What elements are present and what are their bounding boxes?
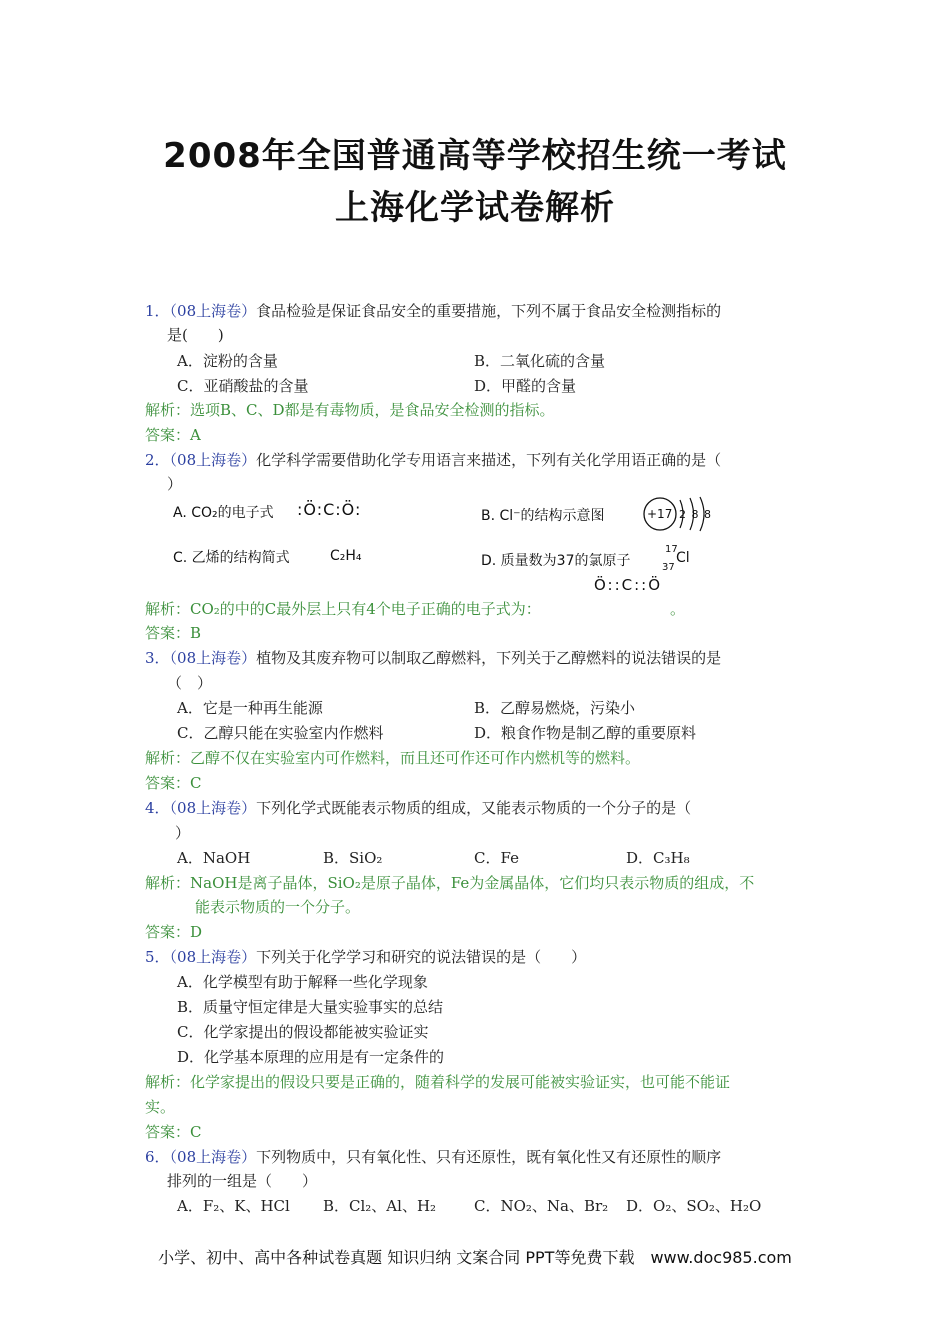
analysis: 解析：化学家提出的假设只要是正确的，随着科学的发展可能被实验证实，也可能不能证 <box>145 1073 731 1091</box>
option-d: D．甲醛的含量 <box>474 377 577 395</box>
option-a: A．F₂、K、HCl <box>177 1197 290 1215</box>
option-b-label: B. Cl⁻的结构示意图 <box>481 508 605 524</box>
option-b: B．乙醇易燃烧，污染小 <box>474 699 636 717</box>
option-c-label: C. 乙烯的结构简式 <box>173 550 290 566</box>
option-b: B．Cl₂、Al、H₂ <box>323 1197 437 1215</box>
question-4 <box>145 797 691 819</box>
question-stem-cont: ） <box>167 475 183 493</box>
option-b: B．二氧化硫的含量 <box>474 352 606 370</box>
option-d: D．粮食作物是制乙醇的重要原料 <box>474 724 697 742</box>
question-3 <box>145 647 721 669</box>
correct-co2-electron-formula: Ö::C::Ö <box>594 576 663 594</box>
option-a: A．NaOH <box>177 849 251 867</box>
nucleus-charge: +17 <box>647 507 673 521</box>
question-number: 2． <box>145 451 170 469</box>
option-c: C．乙醇只能在实验室内作燃料 <box>177 724 384 742</box>
ethylene-formula: C₂H₄ <box>330 548 362 564</box>
option-b: B．SiO₂ <box>323 849 383 867</box>
question-number: 4． <box>145 799 170 817</box>
analysis: 解析：NaOH是离子晶体，SiO₂是原子晶体，Fe为金属晶体，它们均只表示物质的组成，不 <box>145 874 755 892</box>
analysis-cont: 能表示物质的一个分子。 <box>195 898 361 916</box>
option-d-label: D. 质量数为37的氯原子 <box>481 553 631 569</box>
question-stem-cont: （ ） <box>167 674 213 692</box>
analysis-end: 。 <box>670 600 686 618</box>
question-number: 3． <box>145 649 170 667</box>
question-stem: 下列关于化学学习和研究的说法错误的是（ ） <box>256 948 587 966</box>
question-source: （08上海卷） <box>169 799 257 817</box>
analysis: 解析：选项B、C、D都是有毒物质，是食品安全检测的指标。 <box>145 401 555 419</box>
question-stem: 化学科学需要借助化学专用语言来描述，下列有关化学用语正确的是（ <box>256 451 722 469</box>
element-symbol: Cl <box>676 550 690 566</box>
analysis-cont: 实。 <box>145 1098 176 1116</box>
answer: 答案：B <box>145 624 202 642</box>
option-d: D．化学基本原理的应用是有一定条件的 <box>177 1048 445 1066</box>
option-a-label: A. CO₂的电子式 <box>173 505 274 521</box>
question-stem-cont: 是( ) <box>167 326 224 344</box>
question-number: 6． <box>145 1148 170 1166</box>
option-a: A．它是一种再生能源 <box>177 699 323 717</box>
analysis: 解析：CO₂的中的C最外层上只有4个电子正确的电子式为： <box>145 600 541 618</box>
page-title-line1: 2008年全国普通高等学校招生统一考试 <box>163 136 787 176</box>
footer-banner: 小学、初中、高中各种试卷真题 知识归纳 文案合同 PPT等免费下载 www.doc985.com <box>158 1248 792 1267</box>
electron-shells: 2 8 8 <box>679 508 712 521</box>
question-1 <box>145 300 721 322</box>
option-c: C．亚硝酸盐的含量 <box>177 377 309 395</box>
option-c: C．Fe <box>474 849 519 867</box>
page-title-line2: 上海化学试卷解析 <box>335 188 615 228</box>
answer: 答案：C <box>145 1123 202 1141</box>
analysis: 解析：乙醇不仅在实验室内可作燃料，而且还可作还可作内燃机等的燃料。 <box>145 749 641 767</box>
option-d: D．C₃H₈ <box>626 849 690 867</box>
question-stem: 下列物质中，只有氧化性、只有还原性，既有氧化性又有还原性的顺序 <box>256 1148 722 1166</box>
option-d: D．O₂、SO₂、H₂O <box>626 1197 762 1215</box>
option-a: A．化学模型有助于解释一些化学现象 <box>177 973 428 991</box>
answer: 答案：D <box>145 923 203 941</box>
question-source: （08上海卷） <box>169 948 257 966</box>
question-stem: 食品检验是保证食品安全的重要措施，下列不属于食品安全检测指标的 <box>256 302 722 320</box>
question-stem: 植物及其废弃物可以制取乙醇燃料，下列关于乙醇燃料的说法错误的是 <box>256 649 722 667</box>
answer: 答案：C <box>145 774 202 792</box>
atomic-number: 17 <box>665 544 678 555</box>
question-6 <box>145 1146 721 1168</box>
question-number: 5． <box>145 948 170 966</box>
question-stem: 下列化学式既能表示物质的组成，又能表示物质的一个分子的是（ <box>256 799 692 817</box>
option-c: C．化学家提出的假设都能被实验证实 <box>177 1023 429 1041</box>
question-stem-cont: 排列的一组是（ ） <box>167 1172 318 1190</box>
question-source: （08上海卷） <box>169 649 257 667</box>
question-2 <box>145 449 721 471</box>
co2-electron-formula: :Ö:C:Ö: <box>297 500 362 519</box>
answer: 答案：A <box>145 426 201 444</box>
question-source: （08上海卷） <box>169 302 257 320</box>
question-stem-cont: ） <box>175 824 191 842</box>
question-source: （08上海卷） <box>169 451 257 469</box>
mass-number: 37 <box>662 562 675 573</box>
option-c: C．NO₂、Na、Br₂ <box>474 1197 609 1215</box>
option-b: B．质量守恒定律是大量实验事实的总结 <box>177 998 444 1016</box>
question-5 <box>145 946 586 968</box>
option-a: A．淀粉的含量 <box>177 352 278 370</box>
question-source: （08上海卷） <box>169 1148 257 1166</box>
question-number: 1． <box>145 302 170 320</box>
